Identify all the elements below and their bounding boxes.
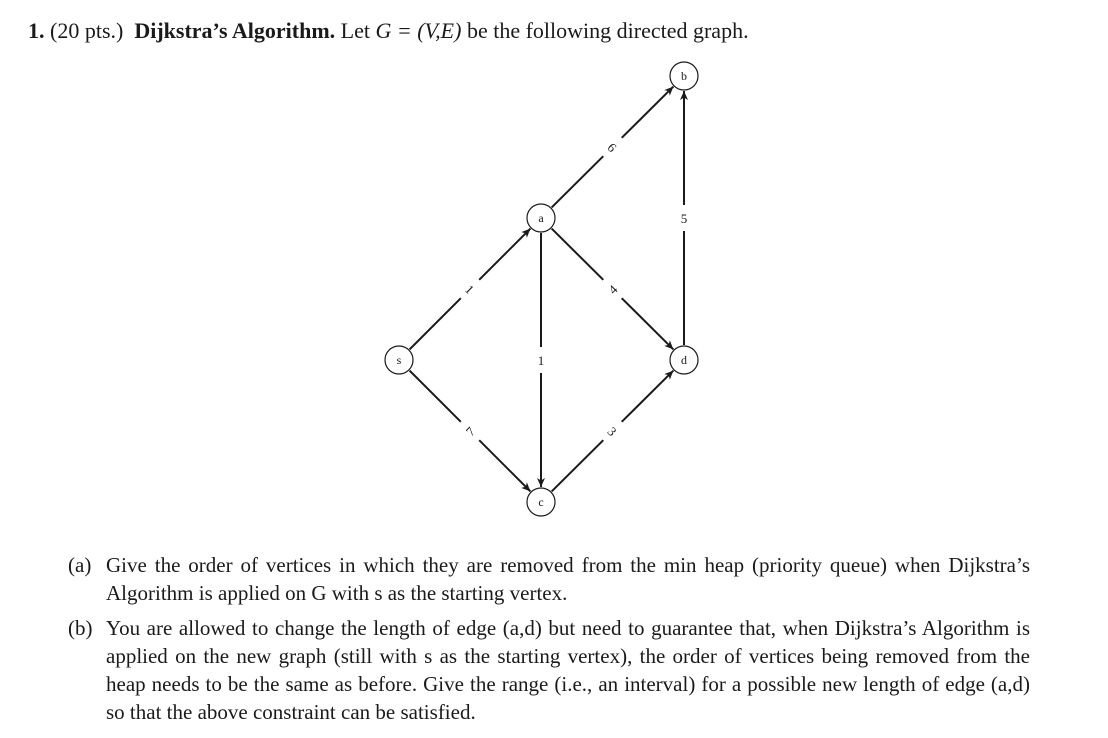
problem-title: Dijkstra’s Algorithm. bbox=[134, 18, 336, 43]
intro-pre: Let bbox=[340, 18, 370, 43]
edge-s-c-line-start bbox=[410, 371, 461, 422]
edge-c-d-line-end bbox=[622, 371, 674, 422]
edge-weight-s-a: 1 bbox=[462, 281, 478, 297]
node-label-c: c bbox=[538, 495, 544, 509]
graph-definition: G = (V,E) bbox=[375, 18, 462, 43]
node-label-s: s bbox=[396, 353, 402, 367]
edge-weight-s-c: 7 bbox=[462, 423, 478, 439]
edge-a-b-line-start bbox=[552, 156, 604, 207]
edge-weight-c-d: 3 bbox=[604, 423, 620, 439]
edge-weight-a-c: 1 bbox=[537, 353, 545, 368]
question-parts bbox=[68, 551, 1030, 733]
node-label-b: b bbox=[681, 69, 687, 83]
node-label-d: d bbox=[681, 353, 687, 367]
edge-a-b-line-end bbox=[622, 87, 674, 138]
edge-s-a-line-start bbox=[410, 298, 461, 349]
intro-post: be the following directed graph. bbox=[466, 18, 749, 43]
edge-a-d-line-start bbox=[552, 229, 604, 280]
edge-c-d-line-start bbox=[552, 440, 604, 491]
edge-a-d-line-end bbox=[622, 298, 674, 349]
problem-points: (20 pts.) bbox=[50, 18, 124, 43]
edge-s-c-line-end bbox=[479, 440, 530, 491]
part-a-label: (a) bbox=[68, 553, 92, 577]
part-b bbox=[68, 614, 1030, 726]
edge-weight-d-b: 5 bbox=[680, 211, 688, 226]
part-a-text: Give the order of vertices in which they are removed from the min heap (priority queue) when Dijkstra’s Algorithm is applied on G with s as the starting vertex. bbox=[106, 553, 1030, 605]
part-b-text: You are allowed to change the length of edge (a,d) but need to guarantee that, when Dijkstra’s Algorithm is applied on the new graph (still with s as the starting vertex), the order of vertices being removed from the heap needs to be the same as before. Give the range (i.e., an interval) for a possible new length of edge (a,d) so that the above constraint can be satisfied. bbox=[106, 616, 1030, 724]
part-a bbox=[68, 551, 1030, 607]
problem-number: 1. bbox=[28, 18, 45, 43]
edge-weight-a-b: 6 bbox=[604, 139, 620, 155]
edge-s-a-line-end bbox=[479, 229, 530, 280]
edge-weight-a-d: 4 bbox=[605, 281, 621, 297]
part-b-label: (b) bbox=[68, 616, 93, 640]
node-label-a: a bbox=[538, 211, 544, 225]
